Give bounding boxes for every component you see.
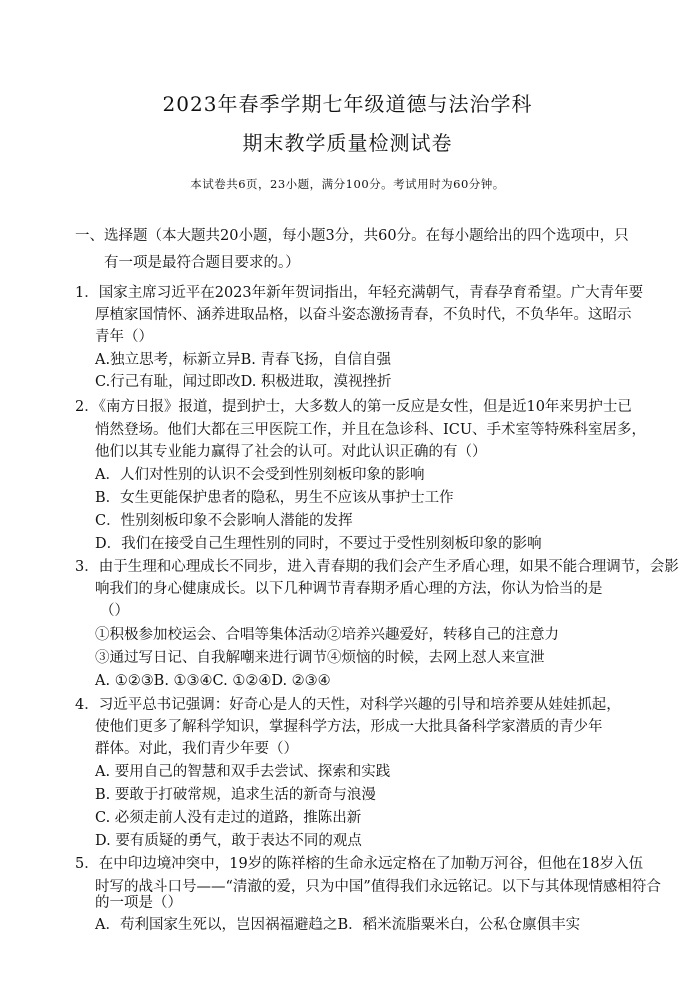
question-1-options-cd: C.行己有耻，闻过即改D. 积极进取，漠视挫折 <box>95 374 392 390</box>
question-2-line2: 悄然登场。他们大都在三甲医院工作，并且在急诊科、ICU、手术室等特殊科室居多， <box>95 422 647 438</box>
question-3-line2: 响我们的身心健康成长。以下几种调节青春期矛盾心理的方法，你认为恰当的是 <box>95 581 603 597</box>
question-4-line2: 使他们更多了解科学知识，掌握科学方法，形成一大批具备科学家潜质的青少年 <box>95 719 603 735</box>
exam-title-line1: 2023年春季学期七年级道德与法治学科 <box>162 92 533 116</box>
exam-title-line2: 期末教学质量检测试卷 <box>242 131 453 155</box>
question-3-choices-12: ①积极参加校运会、合唱等集体活动②培养兴趣爱好，转移自己的注意力 <box>95 627 559 643</box>
question-3-options: A. ①②③B. ①③④C. ①②④D. ②③④ <box>95 673 331 689</box>
section-heading-line2: 有一项是最符合题目要求的。） <box>104 255 300 271</box>
question-4-option-a: A. 要用自己的智慧和双手去尝试、探索和实践 <box>95 764 391 780</box>
question-2-option-c: C．性别刻板印象不会影响人潜能的发挥 <box>95 513 353 529</box>
question-2-option-b: B．女生更能保护患者的隐私，男生不应该从事护士工作 <box>95 490 454 506</box>
question-3-choices-34: ③通过写日记、自我解嘲来进行调节④烦恼的时候，去网上怼人来宣泄 <box>95 650 545 666</box>
question-5-line3: 的一项是（） <box>95 895 182 911</box>
question-5-line1: 5．在中印边境冲突中，19岁的陈祥榕的生命永远定格在了加勒万河谷，但他在18岁入伍 <box>75 856 644 872</box>
question-1-options-ab: A.独立思考，标新立异B. 青春飞扬，自信自强 <box>95 352 391 368</box>
question-2-line1: 2．《南方日报》报道，提到护士，大多数人的第一反应是女性，但是近10年来男护士已 <box>75 399 632 415</box>
question-1-line2: 厚植家国情怀、涵养进取品格，以奋斗姿态激扬青春，不负时代，不负华年。这昭示 <box>95 307 632 323</box>
question-4-option-d: D. 要有质疑的勇气，敢于表达不同的观点 <box>95 833 362 849</box>
question-5-options-ab: A．苟利国家生死以，岂因祸福避趋之B．稻米流脂粟米白，公私仓廪俱丰实 <box>95 917 581 933</box>
question-2-option-a: A．人们对性别的认识不会受到性别刻板印象的影响 <box>95 467 425 483</box>
question-1-line3: 青年（） <box>95 329 153 345</box>
section-heading-line1: 一、选择题（本大题共20小题，每小题3分，共60分。在每小题给出的四个选项中，只 <box>75 228 629 244</box>
question-2-line3: 他们以其专业能力赢得了社会的认可。对此认识正确的有（） <box>95 444 487 460</box>
question-5-line2: 时写的战斗口号——“清澈的爱，只为中国”值得我们永远铭记。以下与其体现情感相符合 <box>95 879 661 895</box>
question-2-option-d: D．我们在接受自己生理性别的同时，不要过于受性别刻板印象的影响 <box>95 536 542 552</box>
question-1-line1: 1．国家主席习近平在2023年新年贺词指出，年轻充满朝气，青春孕育希望。广大青年要 <box>75 285 644 301</box>
question-3-line1: 3．由于生理和心理成长不同步，进入青春期的我们会产生矛盾心理，如果不能合理调节，会影 <box>75 559 679 575</box>
question-4-line3: 群体。对此，我们青少年要（） <box>95 741 298 757</box>
question-4-option-b: B. 要敢于打破常规，追求生活的新奇与浪漫 <box>95 787 376 803</box>
question-4-option-c: C. 必须走前人没有走过的道路，推陈出新 <box>95 810 362 826</box>
question-3-line3: （） <box>100 603 129 619</box>
question-4-line1: 4．习近平总书记强调：好奇心是人的天性，对科学兴趣的引导和培养要从娃娃抓起， <box>75 697 621 713</box>
exam-instructions: 本试卷共6页，23小题，满分100分。考试用时为60分钟。 <box>190 177 505 191</box>
